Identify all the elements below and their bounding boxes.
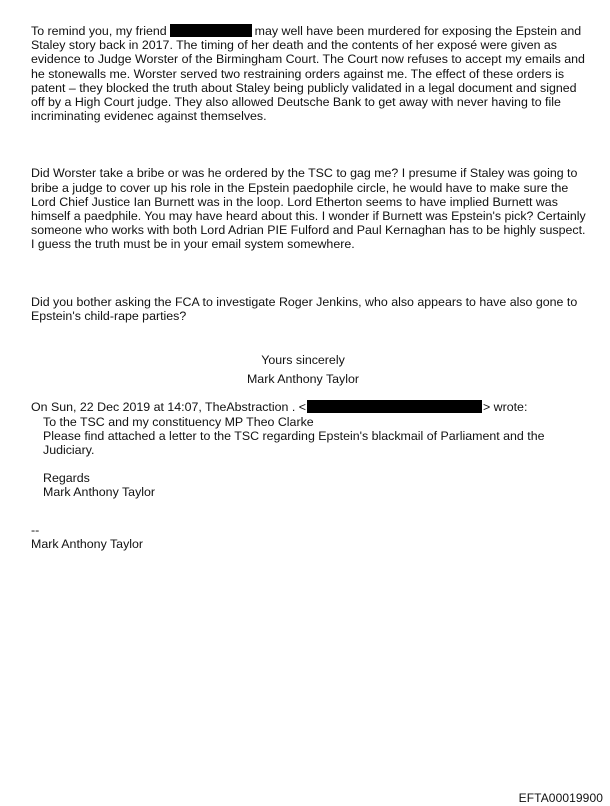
quote-header-end: > wrote:: [482, 400, 528, 415]
closing-line: Yours sincerely: [261, 353, 345, 368]
quoted-line-2: Please find attached a letter to the TSC regarding Epstein's blackmail of Parliament and the Judiciary.: [43, 428, 545, 458]
document-id: EFTA00019900: [518, 791, 603, 805]
quote-header-start: On Sun, 22 Dec 2019 at 14:07, TheAbstraction . <: [31, 400, 306, 415]
quoted-message: [43, 415, 591, 500]
signature-block-name: Mark Anthony Taylor: [31, 536, 144, 551]
email-body: [31, 24, 591, 551]
quoted-reply-header: [31, 400, 591, 414]
signature-name: Mark Anthony Taylor: [246, 372, 360, 387]
signature-separator: --: [31, 522, 40, 537]
redaction-box: [170, 24, 252, 37]
redacted-email-address: [307, 400, 482, 413]
paragraph-1-rest: may well have been murdered for exposing the Epstein and Staley story back in 2017. The timing of her death and the contents of her exposé were given as evidence to Judge Worster of the Birmingham Court. The Court now refuses to accept my emails and he stonewalls me. Worster served two restraining orders against me. The effect of these orders is patent – they blocked the truth about Staley being publicly validated in a legal document and signed off by a High Court judge. They also allowed Deutsche Bank to get away with never having to file incriminating evidenec against themselves.: [31, 24, 585, 124]
quoted-regards: Regards: [43, 471, 90, 486]
quoted-name: Mark Anthony Taylor: [43, 485, 156, 500]
paragraph-1: [31, 24, 591, 123]
paragraph-3: Did you bother asking the FCA to investigate Roger Jenkins, who also appears to have also gone to Epstein's child-rape parties?: [31, 294, 578, 323]
paragraph-2: Did Worster take a bribe or was he ordered by the TSC to gag me? I presume if Staley was going to bribe a judge to cover up his role in the Epstein paedophile circle, he would have to make sure the Lord Chief Justice Ian Burnett was in the loop. Lord Etherton seems to have implied Burnett was himself a paedphile. You may have heard about this. I wonder if Burnett was Epstein's pick? Certainly someone who works with both Lord Adrian PIE Fulford and Paul Kernaghan has to be highly suspect. I guess the truth must be in your email system somewhere.: [31, 166, 586, 252]
paragraph-1-start: To remind you, my friend: [31, 24, 167, 38]
quoted-line-1: To the TSC and my constituency MP Theo Clarke: [43, 414, 314, 429]
